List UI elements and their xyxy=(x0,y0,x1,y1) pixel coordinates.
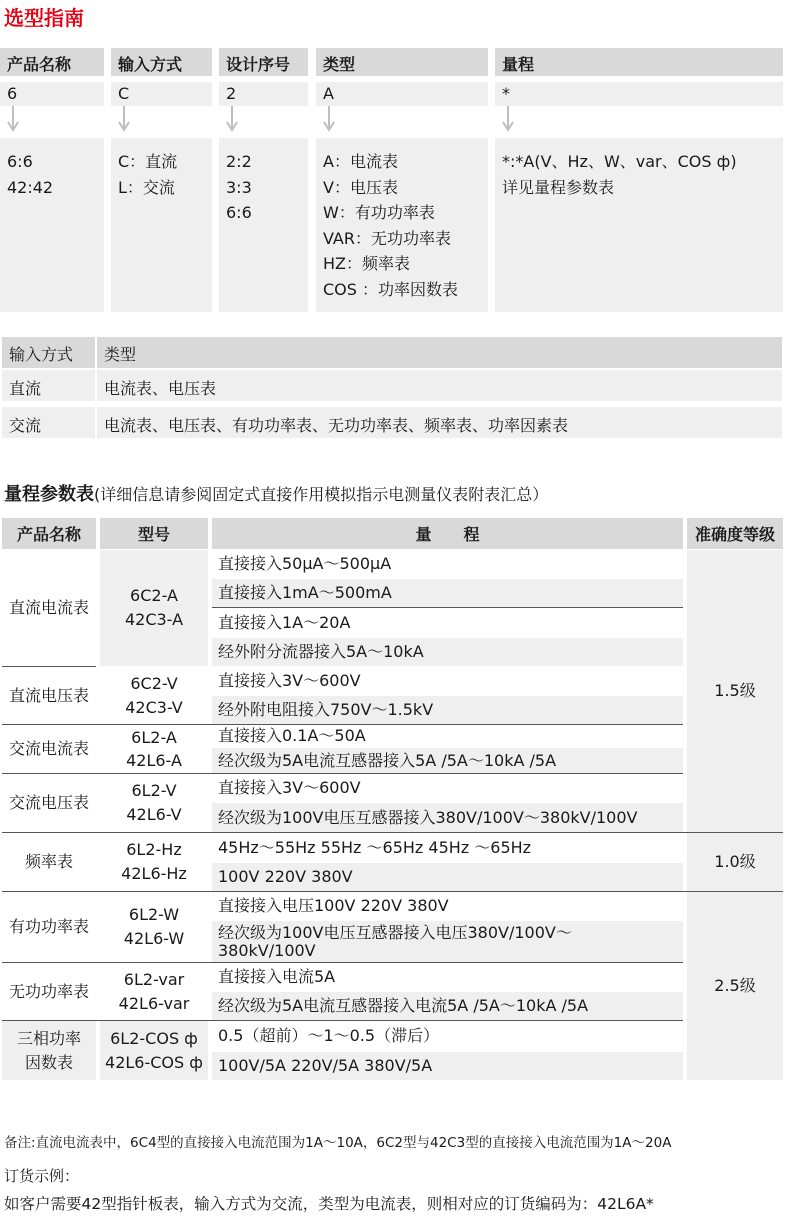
model-cell xyxy=(100,963,208,1020)
range-table-note: (详细信息请参阅固定式直接作用模拟指示电测量仪表附表汇总） xyxy=(94,485,549,504)
model-line: 42L6-var xyxy=(118,993,190,1013)
desc-line: V：电压表 xyxy=(323,177,398,197)
table-cell: 电流表、电压表 xyxy=(97,370,782,401)
accuracy-cell: 1.0级 xyxy=(687,833,783,891)
range-cell xyxy=(212,921,683,962)
range-cell: 100V/5A 220V/5A 380V/5A xyxy=(212,1052,683,1080)
header-model: 型号 xyxy=(100,518,208,549)
accuracy-cell: 2.5级 xyxy=(687,892,783,1080)
header-accuracy: 准确度等级 xyxy=(687,518,783,549)
selection-desc-design xyxy=(219,138,308,312)
range-cell: 直接接入电压100V 220V 380V xyxy=(218,896,449,915)
header-product: 产品名称 xyxy=(2,518,96,549)
desc-line: 3:3 xyxy=(226,177,252,197)
down-arrow-icon xyxy=(117,106,131,136)
product-name-line: 因数表 xyxy=(24,1052,73,1072)
product-name: 直流电压表 xyxy=(8,685,89,705)
table-cell: 电流表、电压表、有功功率表、无功功率表、频率表、功率因素表 xyxy=(97,407,782,438)
model-line: 42C3-A xyxy=(124,610,184,629)
model-cell xyxy=(100,892,208,962)
selection-desc-type xyxy=(316,138,488,312)
model-cell xyxy=(100,667,208,724)
table-cell: 交流 xyxy=(2,407,95,438)
desc-line: 2:2 xyxy=(226,152,252,171)
model-line: 6C2-A xyxy=(130,586,178,605)
input-type-header: 输入方式 xyxy=(2,337,95,368)
range-cell: 0.5（超前）～1～0.5（滞后） xyxy=(218,1026,440,1045)
desc-line: 详见量程参数表 xyxy=(502,177,615,197)
range-cell: 直接接入3V～600V xyxy=(218,671,361,690)
selection-header-design: 设计序号 xyxy=(219,48,308,76)
range-cell: 直接接入1A～20A xyxy=(218,613,351,632)
selection-desc-input xyxy=(111,138,212,312)
selection-code-input: C xyxy=(111,82,212,106)
row-divider xyxy=(212,607,683,608)
model-line: 42L6-V xyxy=(126,805,182,824)
desc-line: 6:6 xyxy=(226,203,252,222)
header-range: 量 程 xyxy=(212,518,683,549)
desc-line: A：电流表 xyxy=(323,152,398,171)
range-cell: 直接接入电流5A xyxy=(218,967,336,986)
model-cell xyxy=(100,1021,208,1080)
product-name xyxy=(2,1021,96,1080)
model-line: 42L6-COS ф xyxy=(105,1052,203,1072)
selection-code-design: 2 xyxy=(219,82,308,106)
range-cell: 直接接入1mA～500mA xyxy=(212,579,683,607)
range-line: 380kV/100V xyxy=(218,940,316,960)
selection-header-type: 类型 xyxy=(316,48,488,76)
product-name: 直流电流表 xyxy=(8,598,89,617)
selection-desc-range xyxy=(495,138,783,312)
down-arrow-icon xyxy=(322,106,336,136)
range-cell: 直接接入50μA～500μA xyxy=(218,554,392,573)
product-name: 有功功率表 xyxy=(8,917,89,936)
model-cell xyxy=(100,774,208,832)
model-cell xyxy=(100,550,208,666)
desc-line: COS ：功率因数表 xyxy=(323,279,459,299)
selection-code-range: * xyxy=(495,82,783,106)
range-cell: 经次级为5A电流互感器接入电流5A /5A～10kA /5A xyxy=(212,992,683,1020)
page-title: 选型指南 xyxy=(4,6,84,30)
model-line: 6L2-V xyxy=(131,781,177,800)
model-line: 42L6-W xyxy=(123,929,185,948)
selection-desc-product xyxy=(0,138,104,312)
product-name-line: 三相功率 xyxy=(16,1028,81,1048)
order-example-label: 订货示例： xyxy=(4,1167,80,1185)
model-cell xyxy=(100,833,208,891)
remark-text: 备注:直流电流表中，6C4型的直接接入电流范围为1A～10A，6C2型与42C3型的直接接入电流范围为1A～20A xyxy=(4,1135,672,1151)
selection-code-type: A xyxy=(316,82,488,106)
model-line: 6L2-var xyxy=(123,969,185,989)
desc-line: 6:6 xyxy=(7,152,33,171)
model-line: 6L2-W xyxy=(128,905,180,924)
table-cell: 直流 xyxy=(2,370,95,401)
desc-line: VAR：无功功率表 xyxy=(323,228,451,248)
model-line: 42C3-V xyxy=(125,697,183,717)
model-line: 6L2-Hz xyxy=(126,840,182,859)
selection-code-product: 6 xyxy=(0,82,104,106)
desc-line: W：有功功率表 xyxy=(323,203,435,222)
desc-line: 42:42 xyxy=(7,177,54,197)
range-cell: 直接接入3V～600V xyxy=(218,778,361,797)
range-table-heading xyxy=(4,480,548,506)
range-cell: 经次级为100V电压互感器接入380V/100V～380kV/100V xyxy=(212,803,683,832)
selection-header-product: 产品名称 xyxy=(0,48,104,76)
product-name: 无功功率表 xyxy=(8,981,89,1001)
down-arrow-icon xyxy=(501,106,515,136)
down-arrow-icon xyxy=(225,106,239,136)
model-cell xyxy=(100,725,208,773)
model-line: 6C2-V xyxy=(130,673,178,693)
type-header: 类型 xyxy=(97,337,782,368)
product-name: 交流电压表 xyxy=(8,793,89,812)
range-table-title: 量程参数表 xyxy=(4,484,94,505)
model-line: 6L2-COS ф xyxy=(110,1028,198,1048)
desc-line: C：直流 xyxy=(118,152,178,171)
model-line: 42L6-A xyxy=(126,751,182,770)
range-cell: 经外附分流器接入5A～10kA xyxy=(212,638,683,666)
desc-line: *:*A(V、Hz、W、var、COS ф) xyxy=(502,152,737,171)
model-line: 6L2-A xyxy=(131,728,177,747)
selection-header-input: 输入方式 xyxy=(111,48,212,76)
order-example-text: 如客户需要42型指针板表，输入方式为交流，类型为电流表，则相对应的订货编码为：42L6A* xyxy=(4,1195,654,1213)
accuracy-cell: 1.5级 xyxy=(687,550,783,832)
range-cell: 直接接入0.1A～50A xyxy=(218,726,366,745)
desc-line: L：交流 xyxy=(118,177,175,197)
desc-line: HZ：频率表 xyxy=(323,254,410,273)
range-cell: 100V 220V 380V xyxy=(212,863,683,891)
model-line: 42L6-Hz xyxy=(121,864,187,883)
down-arrow-icon xyxy=(6,106,20,136)
product-name: 频率表 xyxy=(24,852,73,871)
range-cell: 45Hz～55Hz 55Hz ～65Hz 45Hz ～65Hz xyxy=(218,837,532,857)
product-name: 交流电流表 xyxy=(8,739,89,758)
range-line: 经次级为100V电压互感器接入电压380V/100V～ xyxy=(218,922,572,942)
range-cell: 经次级为5A电流互感器接入5A /5A～10kA /5A xyxy=(212,748,683,773)
selection-header-range: 量程 xyxy=(495,48,783,76)
range-cell: 经外附电阻接入750V～1.5kV xyxy=(212,696,683,724)
